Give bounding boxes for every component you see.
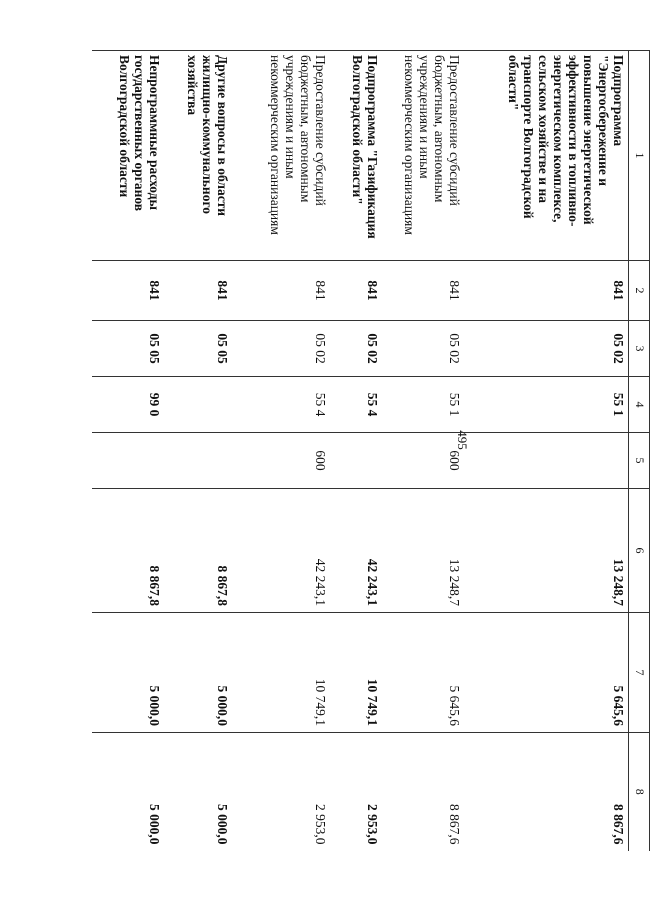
col-header-8: 8: [629, 733, 650, 851]
row-section: 05 02: [382, 321, 464, 377]
row-target: [164, 377, 232, 433]
row-section: 05 02: [330, 321, 382, 377]
row-amount-6: 42 243,1: [330, 489, 382, 613]
row-amount-8: 8 867,6: [464, 733, 629, 851]
row-type: [464, 433, 629, 489]
row-code: 841: [232, 261, 330, 321]
row-name: Подпрограмма "Газификация Волгоградской области": [330, 51, 382, 261]
col-header-2: 2: [629, 261, 650, 321]
row-target: 55 4: [232, 377, 330, 433]
row-target: 55 1: [464, 377, 629, 433]
table-row: [92, 51, 164, 851]
row-name: Предоставление субсидий бюджетным, автономным учреждениям и иным некоммерческим организациям: [232, 51, 330, 261]
row-amount-8: 2 953,0: [232, 733, 330, 851]
row-amount-6: 13 248,7: [382, 489, 464, 613]
row-amount-7: 5 645,6: [382, 613, 464, 733]
row-type: 600: [382, 433, 464, 489]
row-amount-8: 2 953,0: [330, 733, 382, 851]
row-target: 55 4: [330, 377, 382, 433]
col-header-5: 5: [629, 433, 650, 489]
row-amount-8: 5 000,0: [92, 733, 164, 851]
row-amount-6: 42 243,1: [232, 489, 330, 613]
row-code: 841: [330, 261, 382, 321]
row-amount-6: 8 867,8: [164, 489, 232, 613]
page-number: 495: [454, 430, 470, 450]
row-amount-6: 13 248,7: [464, 489, 629, 613]
row-amount-7: 5 645,6: [464, 613, 629, 733]
budget-table: [92, 50, 650, 851]
row-amount-7: 5 000,0: [164, 613, 232, 733]
header-row: [629, 51, 650, 851]
row-amount-8: 5 000,0: [164, 733, 232, 851]
row-amount-8: 8 867,6: [382, 733, 464, 851]
table-row: [232, 51, 330, 851]
row-name: Другие вопросы в области жилищно-коммунального хозяйства: [164, 51, 232, 261]
row-type: 600: [232, 433, 330, 489]
table-row: [382, 51, 464, 851]
col-header-6: 6: [629, 489, 650, 613]
col-header-3: 3: [629, 321, 650, 377]
row-target: 55 1: [382, 377, 464, 433]
row-amount-6: 8 867,8: [92, 489, 164, 613]
row-section: 05 02: [464, 321, 629, 377]
row-amount-7: 5 000,0: [92, 613, 164, 733]
row-type: [164, 433, 232, 489]
table-row: [164, 51, 232, 851]
row-type: [92, 433, 164, 489]
row-name: Предоставление субсидий бюджетным, автономным учреждениям и иным некоммерческим организациям: [382, 51, 464, 261]
row-code: 841: [464, 261, 629, 321]
table-row: [464, 51, 629, 851]
row-amount-7: 10 749,1: [232, 613, 330, 733]
row-section: 05 05: [92, 321, 164, 377]
row-code: 841: [164, 261, 232, 321]
budget-table-rotated: [65, 50, 650, 850]
row-code: 841: [92, 261, 164, 321]
row-type: [330, 433, 382, 489]
row-name: Подпрограмма "Энергосбережение и повышение энергетической эффективности в топливно-энергетическом комплексе, сельском хозяйстве и на транспорте Волгоградской области": [464, 51, 629, 261]
col-header-7: 7: [629, 613, 650, 733]
row-code: 841: [382, 261, 464, 321]
row-target: 99 0: [92, 377, 164, 433]
row-section: 05 05: [164, 321, 232, 377]
table-row: [330, 51, 382, 851]
row-name: Непрограммные расходы государственных органов Волгоградской области: [92, 51, 164, 261]
row-amount-7: 10 749,1: [330, 613, 382, 733]
col-header-1: 1: [629, 51, 650, 261]
col-header-4: 4: [629, 377, 650, 433]
row-section: 05 02: [232, 321, 330, 377]
